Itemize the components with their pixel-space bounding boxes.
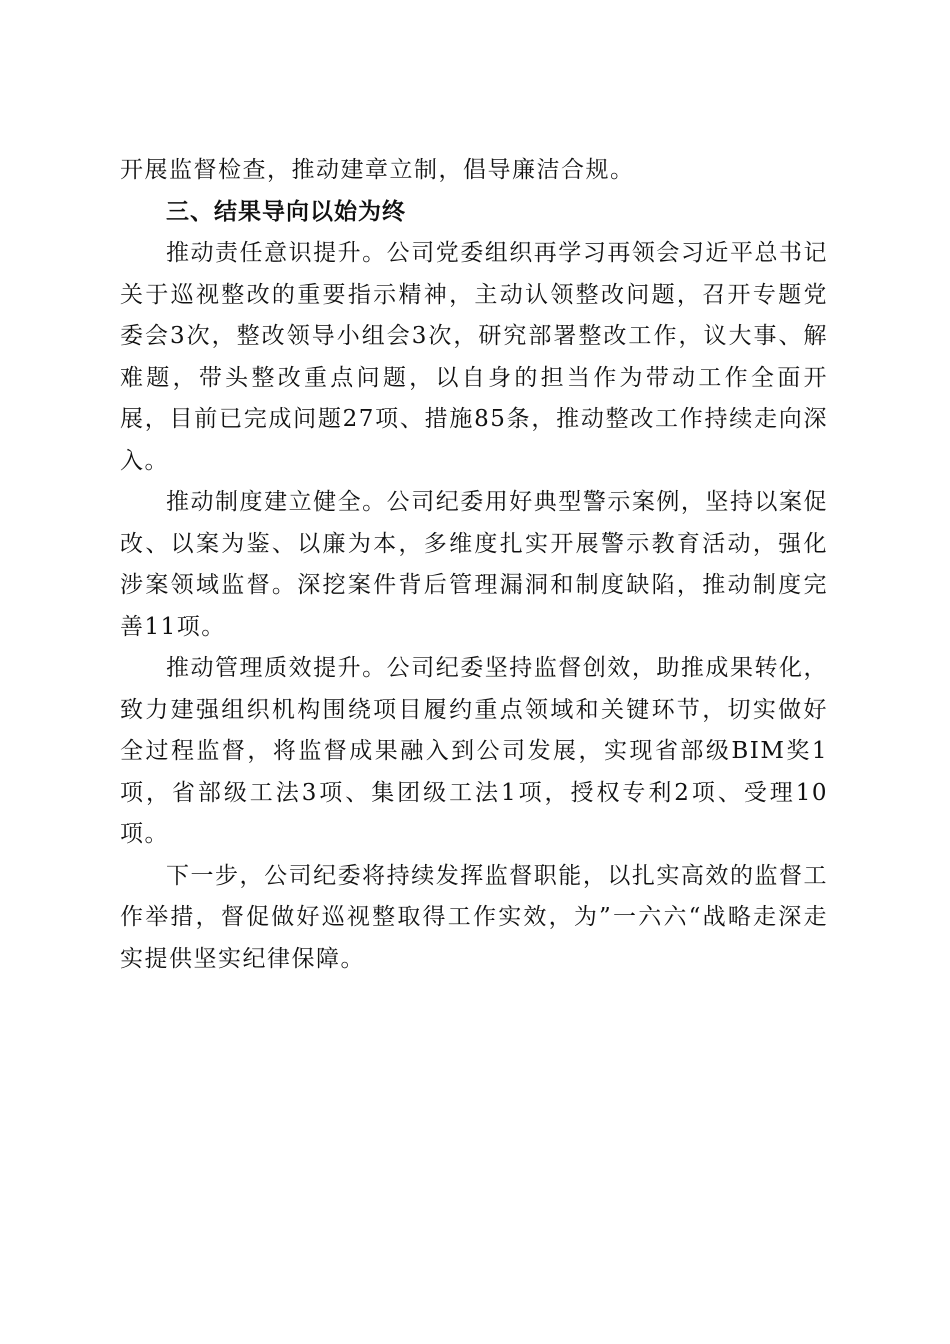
paragraph-responsibility: 推动责任意识提升。公司党委组织再学习再领会习近平总书记关于巡视整改的重要指示精神，主动认领整改问题，召开专题党委会3次，整改领导小组会3次，研究部署整改工作，议大事、解难题，带头整改重点问题，以自身的担当作为带动工作全面开展，目前已完成问题27项、措施85条，推动整改工作持续走向深入。 <box>120 240 828 474</box>
paragraph-management: 推动管理质效提升。公司纪委坚持监督创效，助推成果转化，致力建强组织机构围绕项目履约重点领域和关键环节，切实做好全过程监督，将监督成果融入到公司发展，实现省部级BIM奖1项，省部级工法3项、集团级工法1项，授权专利2项、受理10项。 <box>120 655 828 847</box>
document-body <box>120 150 828 980</box>
section-heading: 三、结果导向以始为终 <box>166 198 406 225</box>
paragraph-next-step: 下一步，公司纪委将持续发挥监督职能，以扎实高效的监督工作举措，督促做好巡视整取得工作实效，为”一六六“战略走深走实提供坚实纪律保障。 <box>120 862 828 972</box>
paragraph-system: 推动制度建立健全。公司纪委用好典型警示案例，坚持以案促改、以案为鉴、以廉为本，多维度扎实开展警示教育活动，强化涉案领域监督。深挖案件背后管理漏洞和制度缺陷，推动制度完善11项。 <box>120 489 828 640</box>
continuation-paragraph: 开展监督检查，推动建章立制，倡导廉洁合规。 <box>120 157 635 183</box>
